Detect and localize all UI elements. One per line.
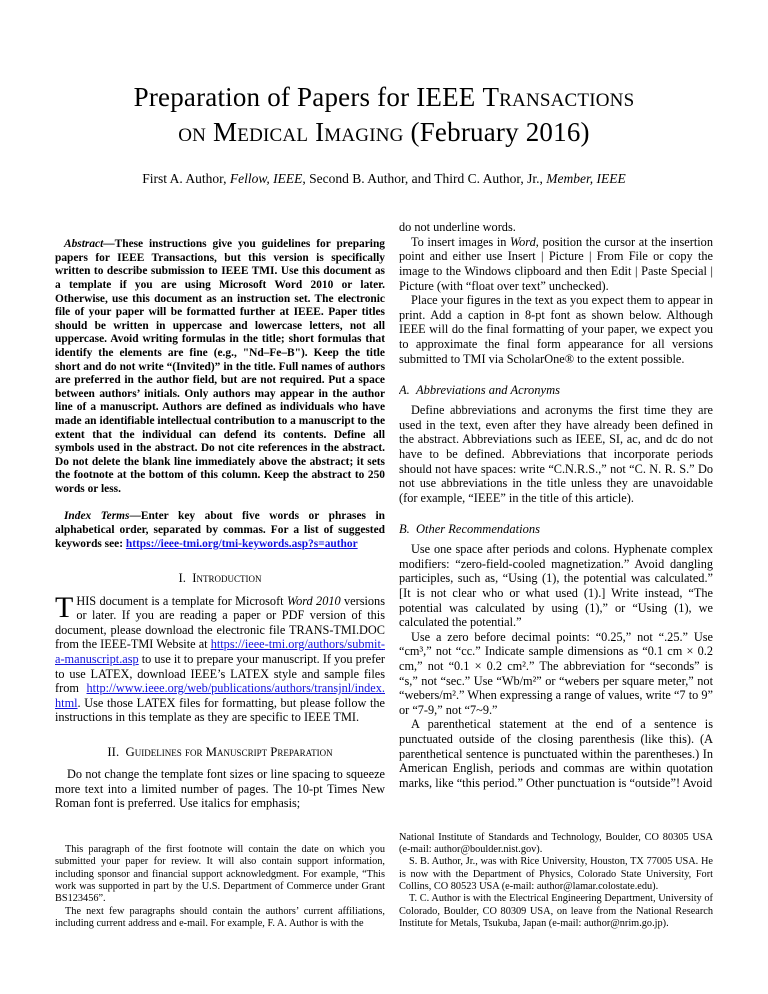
text-run: First A. Author, bbox=[142, 171, 230, 187]
subsection-heading-other-recommendations: B. Other Recommendations bbox=[399, 522, 540, 537]
text-run: Word bbox=[510, 234, 536, 249]
text-run: (February 2016) bbox=[403, 117, 590, 148]
text-run: Transactions bbox=[482, 82, 635, 112]
text-run: Fellow, IEEE bbox=[229, 171, 303, 187]
text-run: Index Terms bbox=[64, 510, 130, 523]
subsection-heading-abbreviations: A. Abbreviations and Acronyms bbox=[399, 383, 560, 398]
text-run: Member, IEEE bbox=[546, 171, 626, 187]
author-byline bbox=[55, 171, 713, 187]
two-column-body bbox=[55, 220, 713, 930]
hyperlink[interactable]: https://ieee-tmi.org/tmi-keywords.asp?s=author bbox=[125, 537, 358, 550]
text-run: —These instructions give you guidelines for preparing papers for IEEE Transactions, but this version is specifically written to describe submission to IEEE TMI. Use this document as a template if you are using Microsoft Word 2010 or later. Otherwise, use this document as an instruction set. The electronic file of your paper will be formatted further at IEEE. Paper titles should be written in uppercase and lowercase letters, not all uppercase. Avoid writing formulas in the title; short formulas that identify the elements are fine (e.g., "Nd–Fe–B"). Keep the title short and do not write “(Invited)” in the title. Full names of authors are preferred in the author field, but are not required. Put a space between authors’ initials. Only authors may appear in the author line of a manuscript. Authors are defined as individuals who have made an identifiable intellectual contribution to a manuscript to the extent that the individual can defend its contents. Define all symbols used in the abstract. Do not cite references in the abstract. Do not delete the blank line immediately above the abstract; it sets the footnote at the bottom of this column. Keep the abstract to 250 words or less. bbox=[55, 238, 385, 495]
footnote-affiliation-sb-author: S. B. Author, Jr., was with Rice University, Houston, TX 77005 USA. He is now with the Department of Physics, Colorado State University, Fort Collins, CO 80523 USA (e-mail: author@lamar.colostate.edu). bbox=[399, 856, 713, 892]
text-run: on Medical Imaging bbox=[178, 117, 404, 148]
recommendations-paragraph-2: Use a zero before decimal points: “0.25,” not “.25.” Use “cm³,” not “cc.” Indicate sample dimensions as “0.1 cm × 0.2 cm,” not “0.1 × 0.2 cm².” The abbreviation for “seconds” is “s,” not “sec.” Use “Wb/m²” or “webers per square meter,” not “webers/m².” When expressing a range of values, write “7 to 9” or “7-9,” not “7~9.” bbox=[399, 629, 713, 717]
text-run: versions or later. If you are reading a paper or PDF version of this document, please download the electronic file TRANS-TMI.DOC from the IEEE-TMI Website at bbox=[55, 593, 385, 652]
footnote-affiliation-fa-author: National Institute of Standards and Technology, Boulder, CO 80305 USA (e-mail: author@boulder.nist.gov). bbox=[399, 831, 713, 856]
section-heading-introduction: I. Introduction bbox=[178, 571, 262, 586]
footnote-support: This paragraph of the first footnote will contain the date on which you submitted your paper for review. It will also contain support information, including sponsor and financial support acknowledgment. For example, “This work was supported in part by the U.S. Department of Commerce under Grant BS123456”. bbox=[55, 844, 385, 905]
paper-title bbox=[74, 80, 694, 150]
text-run: . Use those LATEX files for formatting, but please follow the instructions in this template as they are specific to IEEE TMI. bbox=[55, 695, 385, 725]
text-run: HIS document is a template for Microsoft bbox=[76, 593, 287, 608]
left-column bbox=[55, 220, 385, 930]
introduction-paragraph bbox=[55, 590, 385, 725]
insert-images-paragraph bbox=[399, 235, 713, 293]
hyperlink[interactable]: https://ieee-tmi.org/authors/submit-a-manuscript.asp bbox=[55, 637, 385, 666]
text-run: , position the cursor at the insertion point and either use Insert | Picture | From File or copy the image to the Windows clipboard and then Edit | Paste Special | Picture (with “float over text” unchecked). bbox=[399, 234, 713, 293]
text-run: —Enter key about five words or phrases in alphabetical order, separated by commas. For a list of suggested keywords see: bbox=[55, 510, 385, 550]
text-run: T bbox=[55, 590, 74, 624]
guidelines-paragraph: Do not change the template font sizes or line spacing to squeeze more text into a limited number of pages. The 10-pt Times New Roman font is preferred. Use italics for emphasis; bbox=[55, 767, 385, 811]
hyperlink[interactable]: http://www.ieee.org/web/publications/authors/transjnl/index.html bbox=[55, 681, 385, 710]
text-run: Preparation of Papers for IEEE bbox=[133, 82, 483, 112]
index-terms-paragraph bbox=[55, 510, 385, 551]
footnote-affiliation-intro: The next few paragraphs should contain the authors’ current affiliations, including current address and e-mail. For example, F. A. Author is with the bbox=[55, 905, 385, 929]
text-run: To insert images in bbox=[411, 234, 511, 249]
abbreviations-paragraph: Define abbreviations and acronyms the first time they are used in the text, even after they have already been defined in the abstract. Abbreviations such as IEEE, SI, ac, and dc do not have to be defined. Abbreviations that incorporate periods should not have spaces: write “C.N.R.S.,” not “C. N. R. S.” Do not use abbreviations in the title unless they are unavoidable (for example, “IEEE” in the title of this article). bbox=[399, 403, 713, 505]
place-figures-paragraph: Place your figures in the text as you expect them to appear in print. Add a caption in 8-pt font as shown below. Although IEEE will do the final formatting of your paper, we expect you to approximate the final form appearance for all versions submitted to TMI via ScholarOne® to the extent possible. bbox=[399, 293, 713, 366]
section-heading-guidelines: II. Guidelines for Manuscript Preparation bbox=[107, 744, 333, 759]
left-column-footnotes bbox=[55, 844, 385, 930]
right-column bbox=[399, 220, 713, 930]
paper-header bbox=[55, 0, 713, 187]
recommendations-paragraph-1: Use one space after periods and colons. Hyphenate complex modifiers: “zero-field-cooled magnetization.” Avoid dangling participles, such as, “Using (1), the potential was calculated.” [It is not clear who or what used (1).] Write instead, “The potential was calculated by using (1),” or “Using (1), we calculated the potential.” bbox=[399, 542, 713, 630]
right-column-footnotes bbox=[399, 832, 713, 930]
footnote-affiliation-tc-author: T. C. Author is with the Electrical Engineering Department, University of Colorado, Boulder, CO 80309 USA, on leave from the National Research Institute for Metals, Tsukuba, Japan (e-mail: author@nrim.go.jp). bbox=[399, 893, 713, 929]
text-run: Word 2010 bbox=[286, 593, 341, 608]
recommendations-paragraph-3: A parenthetical statement at the end of a sentence is punctuated outside of the closing parenthesis (like this). (A parenthetical sentence is punctuated within the parentheses.) In American English, periods and commas are within quotation marks, like “this period.” Other punctuation is “outside”! Avoid bbox=[399, 717, 713, 790]
text-run: Abstract bbox=[64, 238, 104, 251]
text-run: to use it to prepare your manuscript. If you prefer to use LATEX, download IEEE’s LATEX style and sample files from bbox=[55, 651, 385, 696]
continuation-paragraph: do not underline words. bbox=[399, 220, 516, 235]
abstract-paragraph bbox=[55, 238, 385, 496]
text-run: , Second B. Author, and Third C. Author, Jr., bbox=[302, 171, 547, 187]
